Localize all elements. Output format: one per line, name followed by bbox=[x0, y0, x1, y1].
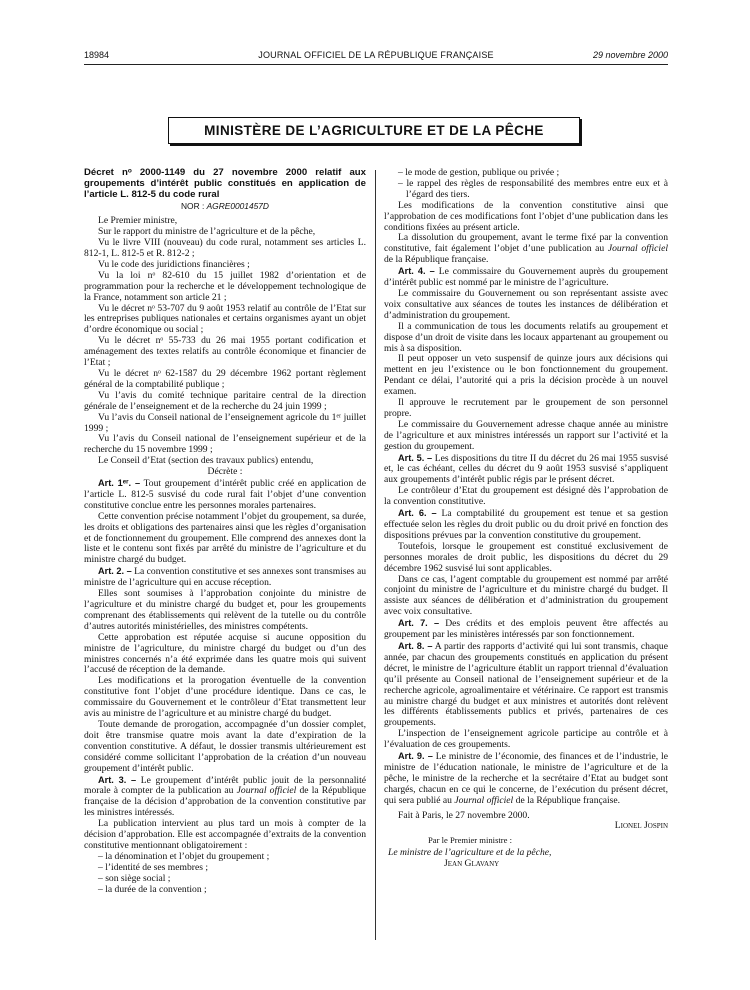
article-paragraph: Toute demande de prorogation, accompagnée d’un dossier complet, doit être transmise quatre mois avant la date d’expiration de la convention constitutive. A défaut, le dossier transmis ultérieurement est considéré comme sollicitant l’approbation de la création d’un nouveau groupement d’intérêt public. bbox=[84, 718, 366, 774]
article-6: Art. 6. – La comptabilité du groupement est tenue et sa gestion effectuée selon les règles du droit public ou du droit privé en fonction des dispositions prévues par la convention constitutive du groupement. bbox=[384, 508, 668, 541]
article-paragraph: Toutefois, lorsque le groupement est constitué exclusivement de personnes morales de droit public, les dispositions du décret du 29 décembre 1962 susvisé lui sont applicables. bbox=[384, 540, 668, 574]
header-rule bbox=[84, 64, 668, 65]
article-label: Art. 8. – bbox=[398, 640, 433, 651]
article-1: Art. 1ᵉʳ. – Tout groupement d’intérêt public créé en application de l’article L. 812-5 susvisé du code rural fait l’objet d’une convention constitutive conclue entre les personnes morales partenaires. bbox=[84, 478, 366, 511]
article-paragraph: Il a communication de tous les documents relatifs au groupement et dispose d’un droit de visite dans les locaux appartenant au groupement ou mis à sa disposition. bbox=[384, 320, 668, 354]
article-paragraph: Dans ce cas, l’agent comptable du groupement est nommé par arrêté conjoint du ministre de l’agriculture et du ministre chargé du budget. Il assiste aux séances de délibération et d’administration du groupement avec voix consultative. bbox=[384, 573, 668, 618]
place-and-date: Fait à Paris, le 27 novembre 2000. bbox=[398, 809, 530, 821]
article-4: Art. 4. – Le commissaire du Gouvernement auprès du groupement d’intérêt public est nommé par le ministre de l’agriculture. bbox=[384, 266, 668, 289]
minister-title: Le ministre de l’agriculture et de la pêche, bbox=[388, 847, 552, 859]
article-2: Art. 2. – La convention constitutive et ses annexes sont transmises au ministre de l’agriculture qui en accuse réception. bbox=[84, 566, 367, 589]
visa-line: Vu le code des juridictions financières ; bbox=[98, 258, 250, 270]
ministry-heading-box bbox=[168, 117, 580, 144]
article-label: Art. 7. – bbox=[398, 618, 440, 629]
visa-line: Sur le rapport du ministre de l’agriculture et de la pêche, bbox=[98, 226, 316, 238]
by-prime-minister: Par le Premier ministre : bbox=[428, 835, 513, 846]
article-paragraph: Le commissaire du Gouvernement adresse chaque année au ministre de l’agriculture et aux ministres intéressés un rapport sur l’activité et la gestion du groupement. bbox=[384, 418, 668, 452]
article-paragraph: Elles sont soumises à l’approbation conjointe du ministre de l’agriculture et du ministre chargé du budget et, pour les groupements comprenant des établissements qui relèvent de la tutelle ou du contrôle d’autres autorités ministérielles, des ministres compétents. bbox=[84, 588, 366, 632]
journal-title: JOURNAL OFFICIEL DE LA RÉPUBLIQUE FRANÇAISE bbox=[258, 50, 494, 60]
journal-officiel-ref: Journal officiel bbox=[454, 794, 514, 806]
article-8: Art. 8. – A partir des rapports d’activité qui lui sont transmis, chaque année, par chacun des groupements constitués en application du présent décret, le ministre de l’agriculture établit un rapport triennal d’évaluation qu’il présente au Conseil national de l’enseignement supérieur et de la recherche agricole, agroalimentaire et vétérinaire. Ce rapport est transmis au ministre chargé du budget et aux ministres et autorités dont relèvent les différents établissements publics et privés, partenaires de ces groupements. bbox=[384, 640, 668, 729]
list-item: – la dénomination et l’objet du groupement ; bbox=[98, 850, 270, 862]
article-paragraph: Le commissaire du Gouvernement ou son représentant assiste avec voix consultative aux séances de toutes les instances de délibération et d’administration du groupement. bbox=[384, 287, 668, 321]
ministry-heading: MINISTÈRE DE L’AGRICULTURE ET DE LA PÊCHE bbox=[204, 123, 544, 138]
article-label: Art. 9. – bbox=[398, 751, 433, 762]
article-paragraph: L’inspection de l’enseignement agricole participe au contrôle et à l’évaluation de ces groupements. bbox=[384, 728, 668, 751]
journal-officiel-ref: Journal officiel bbox=[236, 785, 297, 797]
list-item: – l’identité de ses membres ; bbox=[98, 861, 209, 873]
article-7: Art. 7. – Des crédits et des emplois peuvent être affectés au groupement par les ministères intéressés par son fonctionnement. bbox=[384, 618, 668, 641]
article-label: Art. 6. – bbox=[398, 508, 437, 519]
article-label: Art. 3. – bbox=[98, 774, 137, 785]
visa-line: Vu le décret nᵒ 53-707 du 9 août 1953 relatif au contrôle de l’Etat sur les entreprises publiques nationales et certains organismes ayant un objet d’ordre économique ou social ; bbox=[84, 302, 366, 336]
signatory-name: Lionel Jospin bbox=[614, 820, 668, 832]
article-paragraph: Cette convention précise notamment l’objet du groupement, sa durée, les droits et obligations des partenaires ainsi que les règles d’organisation et de fonctionnement du groupement. Elle comprend des annexes dont la liste et le contenu sont fixés par arrêté du ministre de l’agriculture et du ministre chargé du budget. bbox=[84, 510, 366, 566]
article-label: Art. 5. – bbox=[398, 452, 433, 463]
article-paragraph: Les modifications et la prorogation éventuelle de la convention constitutive font l’objet d’une procédure identique. Dans ce cas, le commissaire du Gouvernement et le contrôleur d’Etat transmettent leur avis au ministre de l’agriculture et au ministre chargé du budget. bbox=[84, 675, 366, 720]
left-column bbox=[84, 168, 366, 895]
article-paragraph: Les modifications de la convention constitutive ainsi que l’approbation de ces modifications font l’objet d’une publication dans les conditions fixées au présent article. bbox=[384, 199, 668, 233]
visa-line: Le Premier ministre, bbox=[98, 215, 178, 227]
nor-reference bbox=[84, 201, 366, 212]
visa-line: Vu le livre VIII (nouveau) du code rural, notamment ses articles L. 812-1, L. 812-5 et R. 812-2 ; bbox=[84, 237, 366, 260]
visa-line: Vu le décret nᵒ 62-1587 du 29 décembre 1962 portant règlement général de la comptabilité publique ; bbox=[84, 367, 366, 390]
visa-line: Vu l’avis du Conseil national de l’enseignement agricole du 1ᵉʳ juillet 1999 ; bbox=[84, 411, 366, 434]
article-label: Art. 4. – bbox=[398, 266, 435, 277]
page-number: 18984 bbox=[84, 50, 110, 60]
running-header bbox=[84, 50, 668, 64]
list-item: – la durée de la convention ; bbox=[98, 883, 207, 895]
visa-line: Vu l’avis du comité technique paritaire central de la direction générale de l’enseignement et de la recherche du 24 juin 1999 ; bbox=[84, 389, 366, 412]
right-column bbox=[384, 168, 668, 870]
visa-line: Vu l’avis du Conseil national de l’enseignement supérieur et de la recherche du 15 novembre 1999 ; bbox=[84, 433, 366, 456]
article-9: Art. 9. – Le ministre de l’économie, des finances et de l’industrie, le ministre de l’éducation nationale, le ministre de l’agriculture et de la pêche, le ministre de la recherche et la secrétaire d’Etat au budget sont chargés, chacun en ce qui le concerne, de l’exécution du présent décret, qui sera publié au Journal officiel de la République française. bbox=[384, 751, 668, 806]
article-paragraph: Cette approbation est réputée acquise si aucune opposition du ministre de l’agriculture, du ministre chargé du budget ou d’un des ministres concernés n’a été exprimée dans les quatre mois qui suivent l’accusé de réception de la demande. bbox=[84, 631, 366, 676]
article-paragraph: Il approuve le recrutement par le groupement de son personnel propre. bbox=[384, 397, 668, 419]
decrete-heading: Décrète : bbox=[207, 466, 243, 478]
article-paragraph: La dissolution du groupement, avant le terme fixé par la convention constitutive, fait également l’objet d’une publication au Journal officiel de la République française. bbox=[384, 232, 668, 266]
list-item: – le mode de gestion, publique ou privée ; bbox=[398, 167, 560, 178]
article-paragraph: Le contrôleur d’Etat du groupement est désigné dès l’approbation de la convention constitutive. bbox=[384, 485, 668, 508]
issue-date: 29 novembre 2000 bbox=[592, 50, 668, 60]
list-item: – son siège social ; bbox=[98, 872, 171, 884]
visa-line: Vu la loi nᵒ 82-610 du 15 juillet 1982 d’orientation et de programmation pour la recherche et le développement technologique de la France, notamment son article 21 ; bbox=[84, 269, 366, 303]
decree-title: Décret nᵒ 2000-1149 du 27 novembre 2000 relatif aux groupements d’intérêt public constitués en application de l’article L. 812-5 du code rural bbox=[84, 167, 366, 200]
article-label: Art. 1ᵉʳ. – bbox=[98, 478, 141, 489]
article-5: Art. 5. – Les dispositions du titre II du décret du 26 mai 1955 susvisé et, le cas échéant, celles du décret du 9 août 1953 susvisé s’appliquent aux groupements d’intérêt public régis par le présent décret. bbox=[384, 452, 668, 486]
nor-label: NOR : bbox=[181, 201, 205, 212]
visa-line: Vu le décret nᵒ 55-733 du 26 mai 1955 portant codification et aménagement des textes relatifs au contrôle économique et financier de l’Etat ; bbox=[84, 335, 366, 369]
list-item: – le rappel des règles de responsabilité des membres entre eux et à l’égard des tiers. bbox=[398, 177, 668, 200]
column-divider bbox=[375, 170, 376, 940]
journal-officiel-ref: Journal officiel bbox=[607, 243, 668, 255]
nor-code: AGRE0001457D bbox=[206, 201, 269, 212]
article-3: Art. 3. – Le groupement d’intérêt public jouit de la personnalité morale à compter de la publication au Journal officiel de la République française de la décision d’approbation de la convention constitutive par les ministres intéressés. bbox=[84, 774, 367, 819]
minister-name: Jean Glavany bbox=[444, 858, 500, 870]
article-paragraph: La publication intervient au plus tard un mois à compter de la décision d’approbation. Elle est accompagnée d’extraits de la convention constitutive mentionnant obligatoirement : bbox=[84, 818, 366, 851]
visa-line: Le Conseil d’Etat (section des travaux publics) entendu, bbox=[98, 455, 314, 467]
article-label: Art. 2. – bbox=[98, 566, 132, 577]
article-paragraph: Il peut opposer un veto suspensif de quinze jours aux décisions qui mettent en jeu l’existence ou le bon fonctionnement du groupement. Pendant ce délai, l’autorité qui a pris la décision procède à un nouvel examen. bbox=[384, 353, 668, 398]
